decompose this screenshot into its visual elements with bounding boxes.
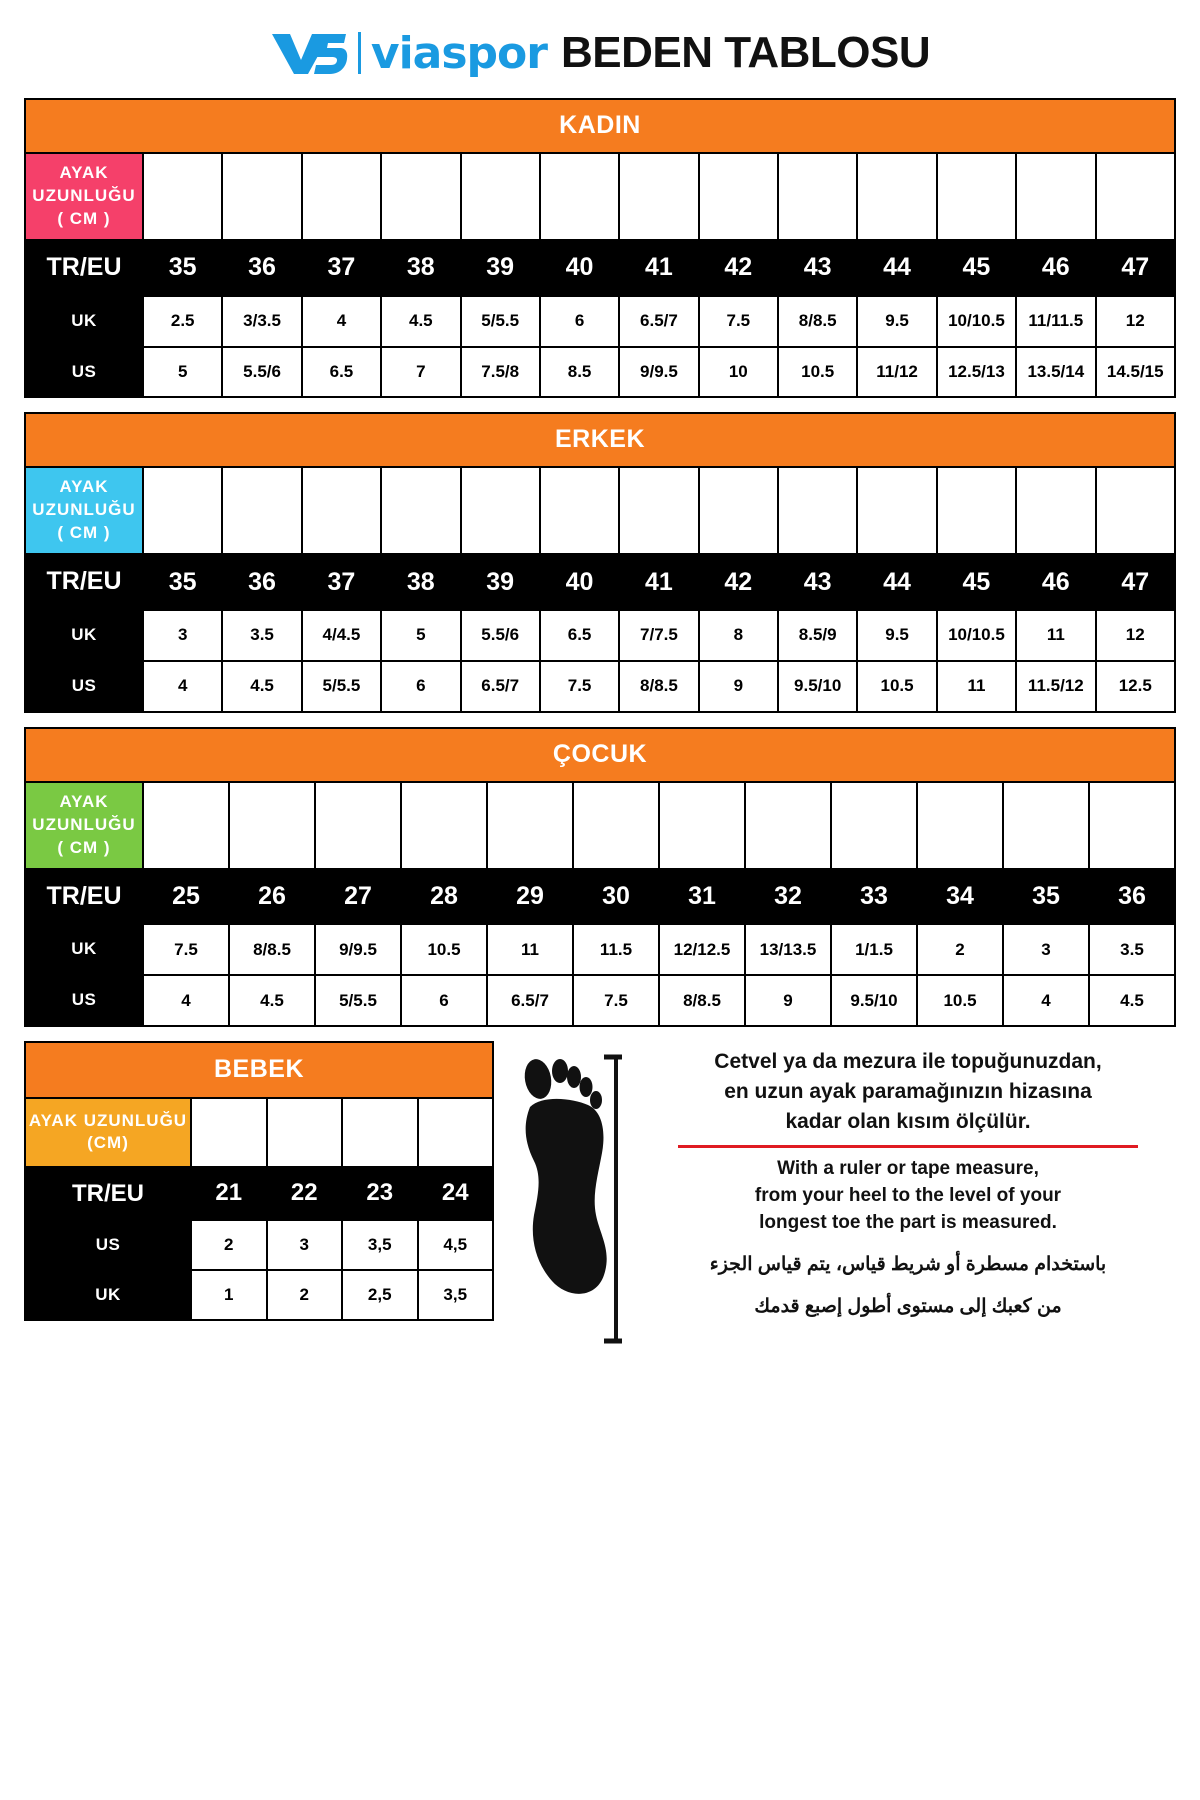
foot-measure-graphic [512,1041,622,1349]
cell: 23.8 [302,153,381,240]
cell: 6 [401,975,487,1026]
cell: 47 [1096,240,1176,296]
cell: 8.5/9 [778,610,857,661]
cell: 38 [381,554,460,610]
cell: 4,5 [418,1220,494,1270]
cell: 7.5 [540,661,619,712]
cell: 33 [831,869,917,925]
cell: 40 [540,240,619,296]
row-label: US [25,347,143,398]
table-block-erkek [24,412,1176,712]
cell: 44 [857,240,936,296]
cell: 36 [222,554,301,610]
cell: 10/10.5 [937,610,1016,661]
cell: 38 [381,240,460,296]
cell: 9/9.5 [315,924,401,975]
cell: 2 [267,1270,343,1320]
cell: 1/1.5 [831,924,917,975]
brand-name: viaspor [370,27,547,79]
size-table-bebek [24,1097,494,1321]
cell: 23 [342,1167,418,1220]
cell: 41 [619,554,698,610]
cell: 25.1 [461,467,540,554]
cell: 6.5 [540,610,619,661]
cell: 10.5 [857,661,936,712]
cell: 45 [937,240,1016,296]
cell: 4.5 [1089,975,1175,1026]
instruction-tr-line2: en uzun ayak paramağınızın hizasına [724,1080,1092,1104]
cell: 27.9 [937,467,1016,554]
cell: 25.4 [540,153,619,240]
cell: 30 [573,869,659,925]
cell: 6.5/7 [619,296,698,347]
cell: 24 [418,1167,494,1220]
cell: 27 [315,869,401,925]
row-label: AYAK UZUNLUĞU ( CM ) [25,782,143,869]
table-row [25,975,1175,1026]
cell: 8/8.5 [229,924,315,975]
cell: 31 [659,869,745,925]
cell: 4/4.5 [302,610,381,661]
cell: 12 [1096,296,1176,347]
size-table-kadin [24,152,1176,398]
page-header [24,18,1176,88]
cell: 3.5 [1089,924,1175,975]
cell: 10.5 [401,924,487,975]
row-label: TR/EU [25,554,143,610]
cell: 35 [143,554,222,610]
cell: 37 [302,554,381,610]
cell: 4.5 [222,661,301,712]
cell: 9.5 [857,296,936,347]
cell: 17.1 [401,782,487,869]
cell: 23.5 [1089,782,1175,869]
bottom-section [24,1041,1176,1349]
cell: 11 [937,661,1016,712]
cell: 45 [937,554,1016,610]
cell: 25.7 [619,467,698,554]
cell: 22,2 [342,1098,418,1166]
instruction-ar-line1: باستخدام مسطرة أو شريط قياس، يتم قياس الجزء [709,1253,1107,1275]
table-row [25,467,1175,554]
cell: 5 [143,347,222,398]
cell: 22.8 [1003,782,1089,869]
cell: 22 [267,1167,343,1220]
cell: 9 [699,661,778,712]
cell: 35 [1003,869,1089,925]
cell: 9.5 [857,610,936,661]
cell: 6 [381,661,460,712]
size-table-erkek [24,466,1176,712]
cell: 23.8 [302,467,381,554]
cell: 12.5 [1096,661,1176,712]
cell: 34 [917,869,1003,925]
cell: 13/13.5 [745,924,831,975]
cell: 6.5/7 [487,975,573,1026]
cell: 5.5/6 [222,347,301,398]
cell: 27.3 [857,153,936,240]
cell: 7/7.5 [619,610,698,661]
cell: 11/12 [857,347,936,398]
cell: 12.5/13 [937,347,1016,398]
cell: 3.5 [222,610,301,661]
logo-divider [358,32,361,74]
cell: 41 [619,240,698,296]
cell: 7 [381,347,460,398]
cell: 37 [302,240,381,296]
cell: 5/5.5 [461,296,540,347]
cell: 25.1 [461,153,540,240]
table-row [25,554,1175,610]
cell: 8/8.5 [778,296,857,347]
table-block-bebek [24,1041,494,1321]
cell: 43 [778,554,857,610]
row-label: US [25,661,143,712]
table-row [25,1098,493,1166]
cell: 9 [745,975,831,1026]
cell: 4.5 [229,975,315,1026]
cell: 42 [699,554,778,610]
cell: 11.5 [573,924,659,975]
cell: 25 [143,869,229,925]
table-row [25,924,1175,975]
cell: 32 [745,869,831,925]
table-row [25,1167,493,1220]
cell: 36 [222,240,301,296]
cell: 36 [1089,869,1175,925]
table-row [25,296,1175,347]
instruction-tr-line3: kadar olan kısım ölçülür. [785,1109,1031,1133]
cell: 28 [401,869,487,925]
cell: 20.3/20.6 [831,782,917,869]
cell: 24.5 [381,153,460,240]
instruction-tr-line1: Cetvel ya da mezura ile topuğunuzdan, [714,1050,1102,1074]
cell: 6.5 [302,347,381,398]
cell: 26.7 [778,153,857,240]
divider-rule [678,1145,1139,1148]
size-table-cocuk [24,781,1176,1027]
instruction-en-line2: from your heel to the level of your [754,1184,1062,1206]
instruction-en-line1: With a ruler or tape measure, [777,1157,1039,1179]
row-label: AYAK UZUNLUĞU ( CM ) [25,467,143,554]
cell: 3/3.5 [222,296,301,347]
cell: 7.5 [699,296,778,347]
cell: 42 [699,240,778,296]
band-cocuk: ÇOCUK [24,727,1176,781]
cell: 10/10.5 [937,296,1016,347]
cell: 5/5.5 [302,661,381,712]
cell: 28.9 [1096,153,1176,240]
cell: 4 [302,296,381,347]
row-label: UK [25,296,143,347]
band-kadin: KADIN [24,98,1176,152]
cell: 25.7 [619,153,698,240]
cell: 27.3 [857,467,936,554]
cell: 16.5/16.8 [315,782,401,869]
v5-logo-icon [270,30,348,76]
cell: 22.8 [143,467,222,554]
cell: 11 [487,924,573,975]
cell: 15.9 [229,782,315,869]
cell: 19.7 [745,782,831,869]
row-label: UK [25,924,143,975]
row-label: US [25,975,143,1026]
row-label: TR/EU [25,869,143,925]
cell: 26.7 [778,467,857,554]
instruction-ar-line2: من كعبك إلى مستوى أطول إصبع قدمك [754,1296,1062,1318]
table-row [25,782,1175,869]
cell: 22,9 [418,1098,494,1166]
table-row [25,869,1175,925]
row-label: AYAK UZUNLUĞU ( CM ) [25,153,143,240]
cell: 3,5 [418,1270,494,1320]
cell: 6.5/7 [461,661,540,712]
table-row [25,610,1175,661]
cell: 1 [191,1270,267,1320]
cell: 9/9.5 [619,347,698,398]
brand-logo [270,28,547,79]
row-label: TR/EU [25,1167,191,1220]
cell: 11.5/12 [1016,661,1095,712]
table-row [25,1220,493,1270]
footprint-icon [512,1049,622,1349]
cell: 9.5/10 [778,661,857,712]
cell: 28.3 [1016,153,1095,240]
row-label: TR/EU [25,240,143,296]
cell: 35 [143,240,222,296]
cell: 2,5 [342,1270,418,1320]
cell: 40 [540,554,619,610]
table-block-kadin [24,98,1176,398]
band-bebek: BEBEK [24,1041,494,1097]
cell: 21/21.6 [917,782,1003,869]
cell: 8/8.5 [659,975,745,1026]
cell: 3 [267,1220,343,1270]
cell: 23.5 [222,153,301,240]
cell: 9.5/10 [831,975,917,1026]
cell: 11/11.5 [1016,296,1095,347]
cell: 8/8.5 [619,661,698,712]
cell: 26 [229,869,315,925]
row-label: UK [25,1270,191,1320]
table-block-cocuk [24,727,1176,1027]
cell: 8.5 [540,347,619,398]
cell: 19.1/19.4 [659,782,745,869]
cell: 3 [143,610,222,661]
cell: 11 [1016,610,1095,661]
cell: 4 [143,661,222,712]
cell: 39 [461,554,540,610]
table-row [25,153,1175,240]
cell: 22.8 [143,153,222,240]
cell: 5/5.5 [315,975,401,1026]
cell: 4.5 [381,296,460,347]
cell: 10 [699,347,778,398]
row-label: UK [25,610,143,661]
cell: 4 [1003,975,1089,1026]
cell: 47 [1096,554,1176,610]
cell: 10.5 [778,347,857,398]
cell: 29 [487,869,573,925]
cell: 15.2/15.6 [143,782,229,869]
cell: 21 [191,1167,267,1220]
cell: 13.5/14 [1016,347,1095,398]
cell: 26 [699,467,778,554]
cell: 12/12.5 [659,924,745,975]
cell: 18.1/18.4 [573,782,659,869]
cell: 10.5 [917,975,1003,1026]
cell: 5.5/6 [461,610,540,661]
cell: 5 [381,610,460,661]
cell: 28.9 [1096,467,1176,554]
cell: 3,5 [342,1220,418,1270]
cell: 14.5/15 [1096,347,1176,398]
cell: 44 [857,554,936,610]
cell: 4 [143,975,229,1026]
row-label: AYAK UZUNLUĞU (CM) [25,1098,191,1166]
row-label: US [25,1220,191,1270]
instruction-en-line3: longest toe the part is measured. [759,1211,1057,1233]
cell: 27.9 [937,153,1016,240]
cell: 8 [699,610,778,661]
cell: 2 [191,1220,267,1270]
cell: 26 [699,153,778,240]
cell: 46 [1016,240,1095,296]
cell: 17.8 [487,782,573,869]
cell: 6 [540,296,619,347]
table-row [25,661,1175,712]
page-title: BEDEN TABLOSU [560,28,931,77]
cell: 12 [1096,610,1176,661]
cell: 21,5 [267,1098,343,1166]
cell: 46 [1016,554,1095,610]
cell: 7.5/8 [461,347,540,398]
cell: 43 [778,240,857,296]
cell: 25.4 [540,467,619,554]
cell: 20,8 [191,1098,267,1166]
band-erkek: ERKEK [24,412,1176,466]
cell: 24.5 [381,467,460,554]
cell: 39 [461,240,540,296]
table-row [25,347,1175,398]
cell: 7.5 [573,975,659,1026]
cell: 2.5 [143,296,222,347]
measuring-instructions [640,1041,1176,1321]
cell: 7.5 [143,924,229,975]
cell: 23.5 [222,467,301,554]
table-row [25,1270,493,1320]
cell: 3 [1003,924,1089,975]
cell: 28.3 [1016,467,1095,554]
cell: 2 [917,924,1003,975]
table-row [25,240,1175,296]
